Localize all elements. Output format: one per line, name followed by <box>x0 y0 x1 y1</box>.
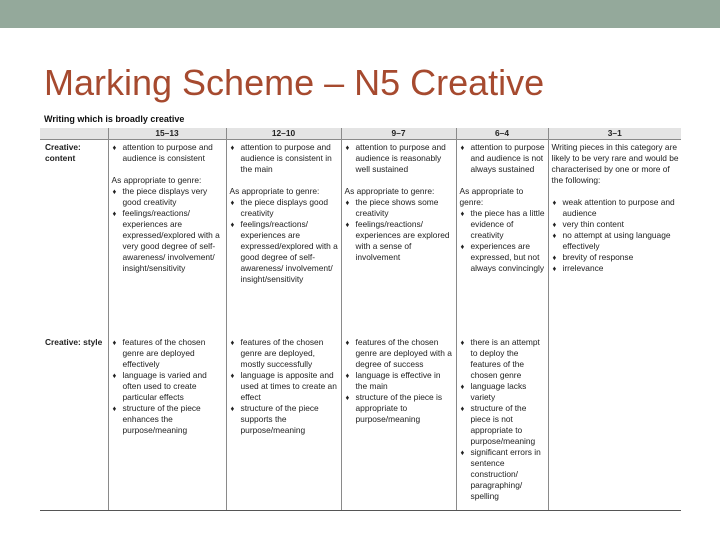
content-cell-9-7 <box>341 140 456 335</box>
criterion-bullet: ♦ features of the chosen genre are deployed effectively <box>112 337 224 370</box>
criterion-bullet: ♦ structure of the piece supports the purpose/meaning <box>230 403 339 436</box>
criterion-bullet: ♦ structure of the piece enhances the purpose/meaning <box>112 403 224 436</box>
criterion-bullet: ♦ there is an attempt to deploy the features of the chosen genre <box>460 337 546 381</box>
slide-title: Marking Scheme – N5 Creative <box>44 62 545 103</box>
criterion-bullet: ♦ language is varied and often used to create particular effects <box>112 370 224 403</box>
criterion-bullet: ♦ structure of the piece is appropriate to purpose/meaning <box>345 392 454 425</box>
header-band-12-10: 12–10 <box>226 128 341 140</box>
top-accent-bar <box>0 0 720 28</box>
criterion-bullet: ♦ attention to purpose and audience is consistent in the main <box>230 142 339 175</box>
header-band-9-7: 9–7 <box>341 128 456 140</box>
row-label-content: Creative: content <box>40 140 108 335</box>
genre-note: As appropriate to genre: <box>344 186 435 196</box>
row-creative-content <box>40 140 681 335</box>
genre-note: As appropriate to genre: <box>111 175 202 185</box>
criterion-bullet: ♦ the piece has a little evidence of creativity <box>460 208 546 241</box>
genre-note: As appropriate to genre: <box>229 186 320 196</box>
criterion-bullet: ♦ language lacks variety <box>460 381 546 403</box>
header-row <box>40 128 681 140</box>
criterion-bullet: ♦ no attempt at using language effectively <box>552 230 680 252</box>
criterion-bullet: ♦ significant errors in sentence construction/ paragraphing/ spelling <box>460 447 546 502</box>
criterion-bullet: ♦ brevity of response <box>552 252 680 263</box>
band-intro-text: Writing pieces in this category are likely to be very rare and would be characterised by one or more of the following: <box>551 142 679 185</box>
row-creative-style <box>40 335 681 511</box>
criterion-bullet: ♦ features of the chosen genre are deployed, mostly successfully <box>230 337 339 370</box>
header-band-6-4: 6–4 <box>456 128 548 140</box>
style-cell-15-13 <box>108 335 226 511</box>
criterion-bullet: ♦ experiences are expressed, but not always convincingly <box>460 241 546 274</box>
criterion-bullet: ♦ feelings/reactions/ experiences are expressed/explored with a good degree of self-awareness/ involvement/ insight/sensitivity <box>230 219 339 285</box>
content-cell-15-13 <box>108 140 226 335</box>
criterion-bullet: ♦ the piece displays good creativity <box>230 197 339 219</box>
criterion-bullet: ♦ language is effective in the main <box>345 370 454 392</box>
content-cell-3-1 <box>548 140 681 335</box>
content-cell-6-4 <box>456 140 548 335</box>
genre-note: As appropriate to genre: <box>459 186 524 207</box>
header-band-15-13: 15–13 <box>108 128 226 140</box>
style-cell-9-7 <box>341 335 456 511</box>
criterion-bullet: ♦ irrelevance <box>552 263 680 274</box>
criterion-bullet: ♦ feelings/reactions/ experiences are expressed/explored with a very good degree of self-awareness/ involvement/ insight/sensitivity <box>112 208 224 274</box>
header-band-3-1: 3–1 <box>548 128 681 140</box>
style-cell-6-4 <box>456 335 548 511</box>
header-corner <box>40 128 108 140</box>
style-cell-3-1 <box>548 335 681 511</box>
criterion-bullet: ♦ the piece shows some creativity <box>345 197 454 219</box>
criterion-bullet: ♦ weak attention to purpose and audience <box>552 197 680 219</box>
criterion-bullet: ♦ the piece displays very good creativity <box>112 186 224 208</box>
criterion-bullet: ♦ attention to purpose and audience is consistent <box>112 142 224 164</box>
table-caption: Writing which is broadly creative <box>44 114 185 124</box>
row-label-style: Creative: style <box>40 335 108 511</box>
content-cell-12-10 <box>226 140 341 335</box>
criterion-bullet: ♦ structure of the piece is not appropriate to purpose/meaning <box>460 403 546 447</box>
criterion-bullet: ♦ attention to purpose and audience is not always sustained <box>460 142 546 175</box>
criterion-bullet: ♦ feelings/reactions/ experiences are explored with a sense of involvement <box>345 219 454 263</box>
criterion-bullet: ♦ very thin content <box>552 219 680 230</box>
criterion-bullet: ♦ attention to purpose and audience is reasonably well sustained <box>345 142 454 175</box>
marking-scheme-table <box>40 128 681 511</box>
style-cell-12-10 <box>226 335 341 511</box>
criterion-bullet: ♦ features of the chosen genre are deployed with a degree of success <box>345 337 454 370</box>
criterion-bullet: ♦ language is apposite and used at times to create an effect <box>230 370 339 403</box>
